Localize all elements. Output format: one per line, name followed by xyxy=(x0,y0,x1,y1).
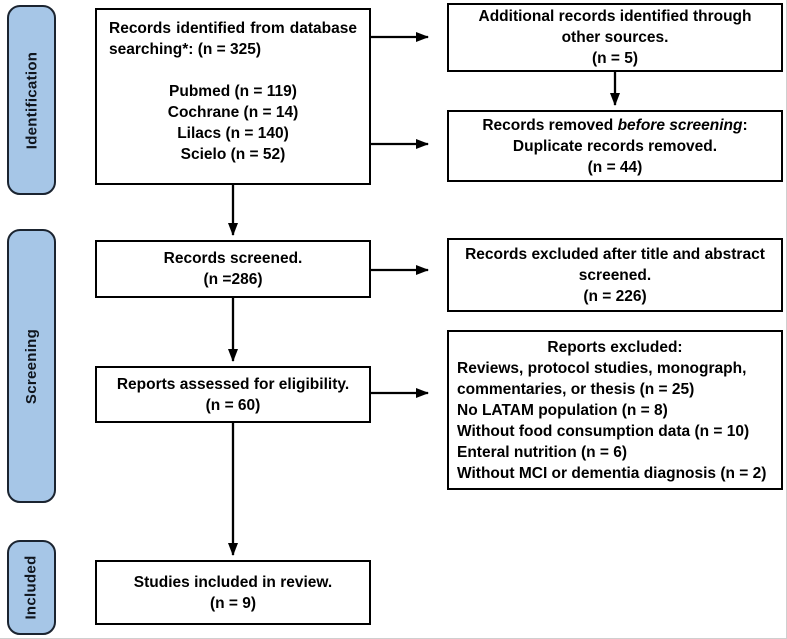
database-sources-list xyxy=(109,81,357,165)
excluded-reason-reviews: Reviews, protocol studies, monograph, commentaries, or thesis (n = 25) xyxy=(457,360,747,398)
records-removed-count: (n = 44) xyxy=(587,158,643,176)
records-screened-count: (n =286) xyxy=(203,271,263,288)
stage-identification xyxy=(7,5,56,195)
source-pubmed: Pubmed (n = 119) xyxy=(169,83,297,100)
stage-included xyxy=(7,540,56,635)
records-removed-heading xyxy=(482,115,747,136)
box-studies-included xyxy=(95,560,371,625)
reports-assessed-count: (n = 60) xyxy=(205,396,261,414)
box-records-removed xyxy=(447,110,783,182)
records-removed-italic: before screening xyxy=(617,116,743,134)
source-scielo: Scielo (n = 52) xyxy=(180,146,286,163)
box-additional-records xyxy=(447,3,783,72)
excluded-reason-enteral: Enteral nutrition (n = 6) xyxy=(457,444,628,461)
stage-included-label: Included xyxy=(23,555,41,620)
stage-screening xyxy=(7,229,56,503)
records-removed-text: Duplicate records removed. xyxy=(512,137,718,155)
reports-assessed-text: Reports assessed for eligibility. xyxy=(116,375,350,393)
records-identified-text: Records identified from database searching*: (n = 325) xyxy=(109,20,357,58)
records-removed-prefix: Records removed xyxy=(482,116,618,134)
box-records-screened xyxy=(95,240,371,298)
records-screened-text: Records screened. xyxy=(163,250,303,267)
stage-identification-label: Identification xyxy=(23,51,41,149)
excluded-reason-no-latam: No LATAM population (n = 8) xyxy=(457,402,668,419)
records-excluded-count: (n = 226) xyxy=(583,287,647,305)
excluded-reason-no-food-data: Without food consumption data (n = 10) xyxy=(457,423,750,440)
stage-screening-label: Screening xyxy=(23,328,41,404)
studies-included-text: Studies included in review. xyxy=(133,573,333,591)
source-lilacs: Lilacs (n = 140) xyxy=(177,125,289,142)
box-records-identified xyxy=(95,8,371,185)
studies-included-count: (n = 9) xyxy=(209,594,257,612)
records-excluded-text: Records excluded after title and abstract screened. xyxy=(465,245,765,284)
excluded-reason-no-mci: Without MCI or dementia diagnosis (n = 2) xyxy=(457,465,767,482)
box-reports-excluded xyxy=(447,330,783,490)
box-reports-assessed xyxy=(95,366,371,423)
box-records-excluded-title-abstract xyxy=(447,238,783,312)
records-removed-suffix: : xyxy=(742,116,748,134)
additional-records-count: (n = 5) xyxy=(591,50,639,67)
additional-records-text: Additional records identified through other sources. xyxy=(478,8,752,46)
source-cochrane: Cochrane (n = 14) xyxy=(167,104,299,121)
reports-excluded-heading: Reports excluded: xyxy=(547,339,683,356)
